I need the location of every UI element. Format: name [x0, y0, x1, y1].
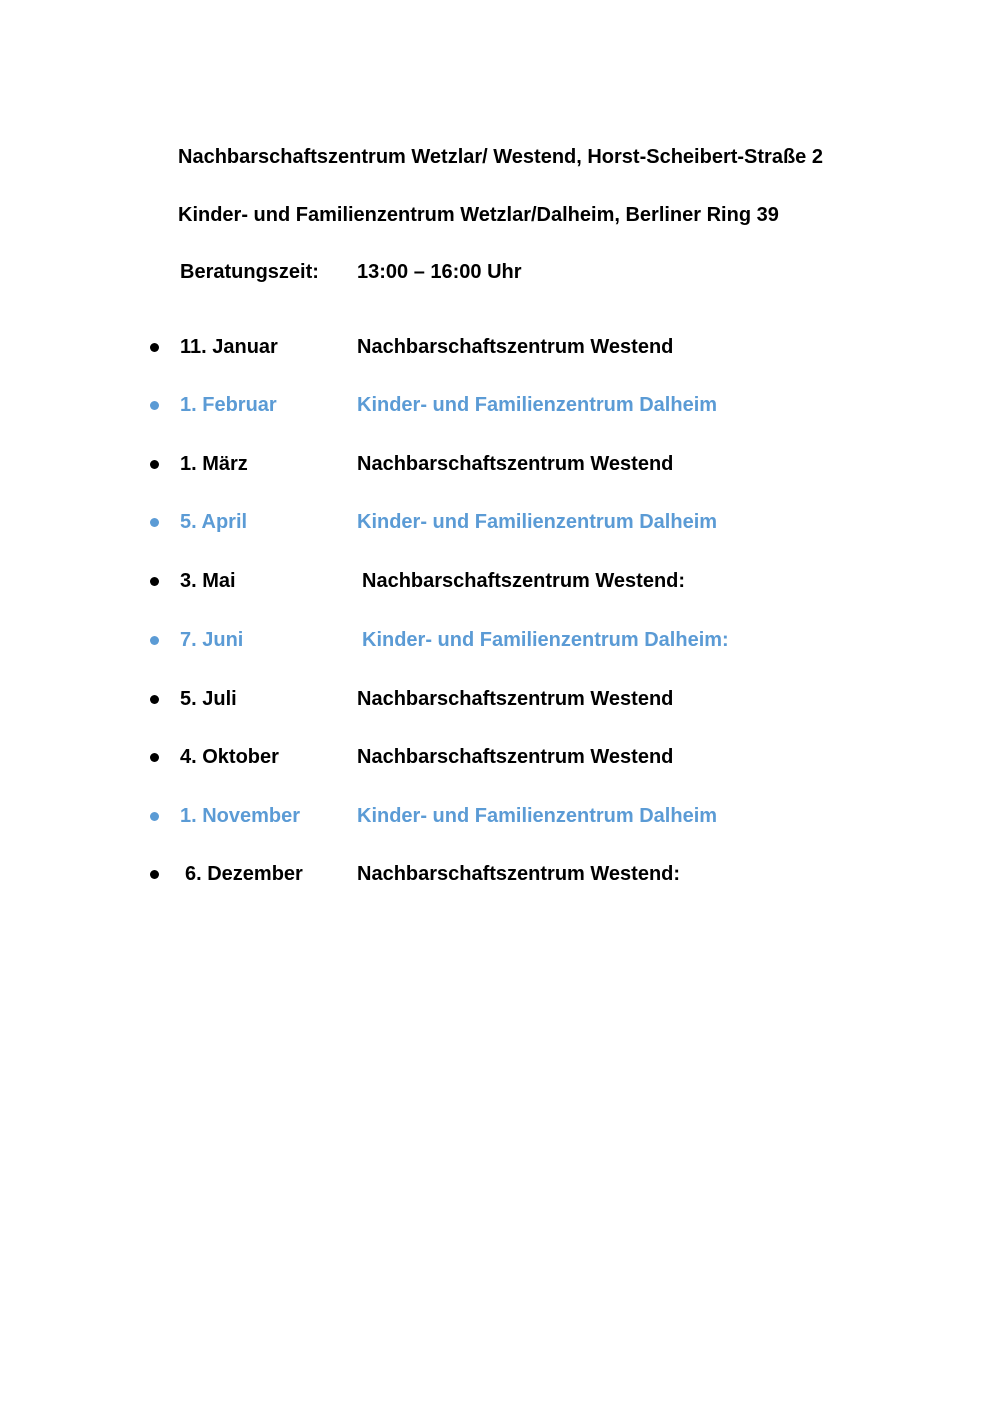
bullet-icon	[150, 870, 159, 879]
schedule-location: Nachbarschaftszentrum Westend	[357, 336, 674, 358]
schedule-item-5	[0, 568, 1000, 598]
schedule-location: Kinder- und Familienzentrum Dalheim:	[362, 629, 729, 651]
bullet-icon	[150, 695, 159, 704]
bullet-icon	[150, 577, 159, 586]
schedule-item-2	[0, 392, 1000, 422]
bullet-icon	[150, 636, 159, 645]
schedule-location: Kinder- und Familienzentrum Dalheim	[357, 805, 718, 827]
schedule-item-6	[0, 627, 1000, 657]
schedule-location: Nachbarschaftszentrum Westend:	[362, 570, 686, 592]
schedule-date: 1. November	[180, 805, 301, 827]
consultation-time: 13:00 – 16:00 Uhr	[357, 261, 522, 283]
schedule-location: Nachbarschaftszentrum Westend:	[357, 863, 681, 885]
schedule-date: 7. Juni	[180, 629, 244, 651]
schedule-date: 1. März	[180, 453, 248, 475]
consultation-label: Beratungszeit:	[180, 261, 319, 283]
schedule-item-1	[0, 334, 1000, 364]
schedule-item-10	[0, 861, 1000, 891]
bullet-icon	[150, 753, 159, 762]
schedule-item-8	[0, 744, 1000, 774]
schedule-date: 5. Juli	[180, 688, 237, 710]
schedule-location: Kinder- und Familienzentrum Dalheim	[357, 394, 718, 416]
schedule-date: 5. April	[180, 511, 248, 533]
schedule-item-4	[0, 509, 1000, 539]
schedule-date: 11. Januar	[180, 336, 278, 358]
schedule-date: 4. Oktober	[180, 746, 279, 768]
schedule-item-9	[0, 803, 1000, 833]
address-westend: Nachbarschaftszentrum Wetzlar/ Westend, Horst-Scheibert-Straße 2	[178, 146, 823, 168]
schedule-location: Nachbarschaftszentrum Westend	[357, 453, 674, 475]
address-dalheim: Kinder- und Familienzentrum Wetzlar/Dalheim, Berliner Ring 39	[178, 204, 779, 226]
schedule-date: 3. Mai	[180, 570, 236, 592]
schedule-item-3	[0, 451, 1000, 481]
bullet-icon	[150, 343, 159, 352]
schedule-location: Kinder- und Familienzentrum Dalheim	[357, 511, 718, 533]
bullet-icon	[150, 812, 159, 821]
bullet-icon	[150, 460, 159, 469]
schedule-date: 6. Dezember	[185, 863, 303, 885]
schedule-date: 1. Februar	[180, 394, 277, 416]
schedule-location: Nachbarschaftszentrum Westend	[357, 746, 674, 768]
bullet-icon	[150, 401, 159, 410]
schedule-item-7	[0, 686, 1000, 716]
bullet-icon	[150, 518, 159, 527]
schedule-location: Nachbarschaftszentrum Westend	[357, 688, 674, 710]
